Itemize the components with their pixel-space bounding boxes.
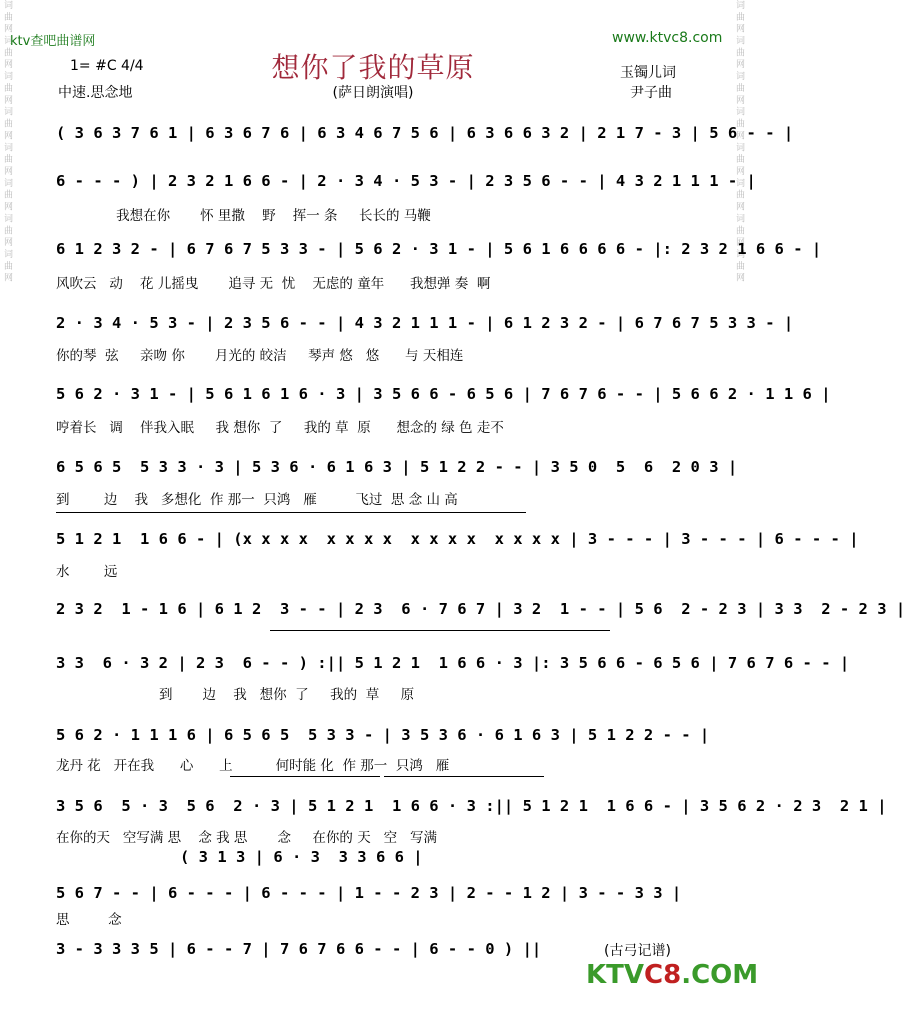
score-line-5: 5 6 2 · 3 1 - | 5 6 1 6 1 6 · 3 | 3 5 6 6 - 6 5 6 | 7 6 7 6 - - | 5 6 6 2 · 1 1 6 | [56,385,831,403]
score-line-4: 2 · 3 4 · 5 3 - | 2 3 5 6 - - | 4 3 2 1 1 1 - | 6 1 2 3 2 - | 6 7 6 7 5 3 3 - | [56,314,794,332]
side-watermark-left: 词 曲 网 词 曲 网 词 曲 网 词 曲 网 词 曲 网 词 曲 网 词 曲 网 词 曲 网 [2,0,12,282]
score-line-13: 5 6 7 - - | 6 - - - | 6 - - - | 1 - - 2 3 | 2 - - 1 2 | 3 - - 3 3 | [56,884,682,902]
song-title: 想你了我的草原 [271,51,475,84]
volta-bracket-4 [384,776,544,777]
lyric-line-2: 我想在你 怀 里撒 野 挥一 条 长长的 马鞭 [56,208,431,224]
score-line-8: 2 3 2 1 - 1 6 | 6 1 2 3 - - | 2 3 6 · 7 6 7 | 3 2 1 - - | 5 6 2 - 2 3 | 3 3 2 - 2 3 | [56,600,905,618]
performer-credit: (萨日朗演唱) [332,85,414,101]
logo-text-a: KTV [586,960,645,990]
score-line-1: ( 3 6 3 7 6 1 | 6 3 6 7 6 | 6 3 4 6 7 5 6 | 6 3 6 6 3 2 | 2 1 7 - 3 | 5 6 - - | [56,124,794,142]
lyric-line-7: 水 远 [56,564,118,580]
score-line-6: 6 5 6 5 5 3 3 · 3 | 5 3 6 · 6 1 6 3 | 5 1 2 2 - - | 3 5 0 5 6 2 0 3 | [56,458,738,476]
score-line-12: ( 3 1 3 | 6 · 3 3 3 6 6 | [180,848,423,866]
score-line-7: 5 1 2 1 1 6 6 - | (x x x x x x x x x x x x x x x x | 3 - - - | 3 - - - | 6 - - - | [56,530,859,548]
lyric-line-5: 哼着长 调 伴我入眠 我 想你 了 我的 草 原 想念的 绿 色 走不 [56,420,504,436]
score-line-9: 3 3 6 · 3 2 | 2 3 6 - - ) :|| 5 1 2 1 1 6 6 · 3 |: 3 5 6 6 - 6 5 6 | 7 6 7 6 - - | [56,654,850,672]
lyric-line-6: 到 边 我 多想化 作 那一 只鸿 雁 飞过 思 念 山 高 [56,492,458,508]
transcriber-note: (古弓记谱) [604,943,671,959]
volta-bracket-2 [270,630,610,631]
score-line-10: 5 6 2 · 1 1 1 6 | 6 5 6 5 5 3 3 - | 3 5 3 6 · 6 1 6 3 | 5 1 2 2 - - | [56,726,710,744]
score-line-2: 6 - - - ) | 2 3 2 1 6 6 - | 2 · 3 4 · 5 3 - | 2 3 5 6 - - | 4 3 2 1 1 1 - | [56,172,756,190]
site-url-right[interactable]: www.ktvc8.com [612,30,723,46]
lyric-line-10: 龙丹 花 开在我 心 上 何时能 化 作 那一 只鸿 雁 [56,758,450,774]
site-logo [586,960,758,990]
score-line-3: 6 1 2 3 2 - | 6 7 6 7 5 3 3 - | 5 6 2 · 3 1 - | 5 6 1 6 6 6 6 - |: 2 3 2 1 6 6 - | [56,240,822,258]
lyric-line-4: 你的琴 弦 亲吻 你 月光的 皎洁 琴声 悠 悠 与 天相连 [56,348,464,364]
score-line-14: 3 - 3 3 3 5 | 6 - - 7 | 7 6 7 6 6 - - | 6 - - 0 ) || [56,940,542,958]
lyric-line-11: 在你的天 空写满 思 念 我 思 念 在你的 天 空 写满 [56,830,437,846]
lyricist-credit: 玉镯儿词 [620,65,676,81]
key-signature: 1= #C 4/4 [70,58,144,74]
tempo-marking: 中速.思念地 [58,85,133,101]
logo-text-c: .COM [681,960,759,990]
lyric-line-13: 思 念 [56,912,122,928]
site-name-left[interactable]: ktv查吧曲谱网 [10,34,96,49]
composer-credit: 尹子曲 [630,85,672,101]
logo-text-b: C8 [644,960,682,990]
side-watermark-right: 词 曲 网 词 曲 网 词 曲 网 词 曲 网 词 曲 网 词 曲 网 词 曲 网 词 曲 网 [734,0,744,282]
score-line-11: 3 5 6 5 · 3 5 6 2 · 3 | 5 1 2 1 1 6 6 · 3 :|| 5 1 2 1 1 6 6 - | 3 5 6 2 · 2 3 2 1 | [56,797,887,815]
lyric-line-9: 到 边 我 想你 了 我的 草 原 [56,687,415,703]
lyric-line-3: 风吹云 动 花 儿摇曳 追寻 无 忧 无虑的 童年 我想弹 奏 啊 [56,276,491,292]
volta-bracket-3 [230,776,380,777]
volta-bracket-1 [56,512,526,513]
